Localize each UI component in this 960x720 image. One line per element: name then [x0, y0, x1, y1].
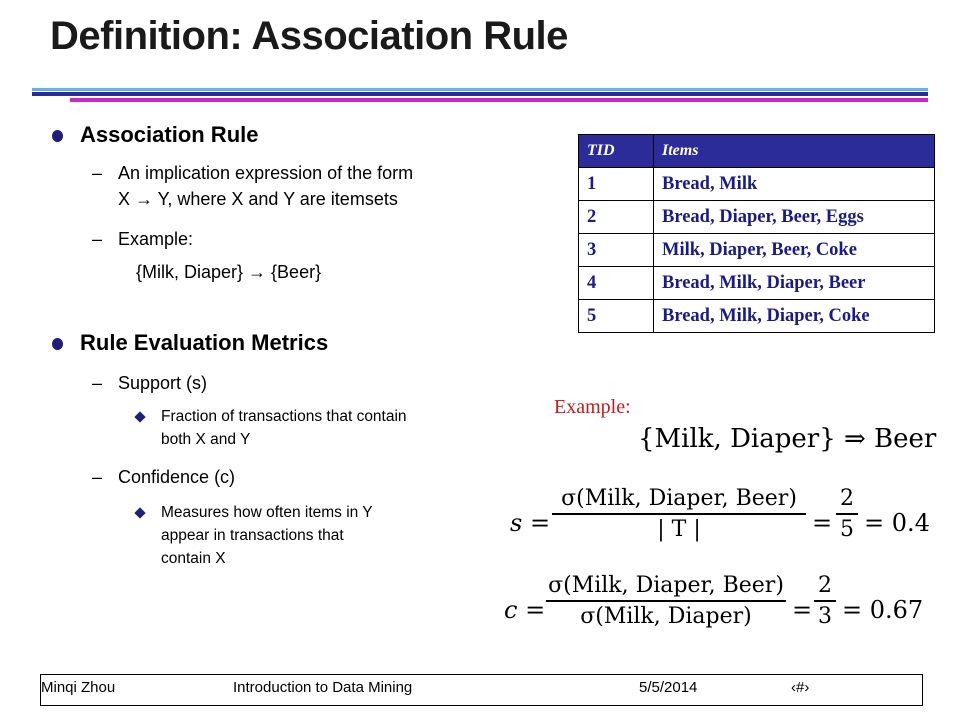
cell-items: Bread, Diaper, Beer, Eggs: [654, 201, 935, 234]
sub-item-text: Support (s): [118, 373, 208, 393]
header-tid: TID: [579, 135, 654, 168]
support-denominator: | T |: [657, 516, 701, 542]
confidence-value-fraction: 2 3: [814, 573, 836, 629]
confidence-result: = 0.67: [842, 596, 924, 624]
support-fraction: [552, 486, 806, 542]
table-row: [579, 234, 935, 267]
confidence-equals: =: [792, 596, 813, 624]
divider-line-blue: [32, 92, 928, 96]
sub-item-text-line2: X → Y, where X and Y are itemsets: [118, 189, 398, 209]
footer-page-number: ‹#›: [791, 679, 810, 696]
desc-line3: contain X: [161, 550, 226, 567]
bullet-dot-icon: [52, 338, 63, 350]
bullet-label: Rule Evaluation Metrics: [80, 330, 329, 355]
sub-item-text-line1: Example:: [118, 229, 194, 249]
confidence-lhs: c =: [504, 596, 546, 624]
confidence-numerator: σ(Milk, Diaper, Beer): [548, 573, 784, 598]
bullet-label: Association Rule: [80, 122, 259, 147]
divider-line-magenta: [70, 98, 928, 102]
slide-title: Definition: Association Rule: [50, 14, 568, 58]
footer-author: Minqi Zhou: [41, 679, 116, 696]
cell-tid: 1: [579, 168, 654, 201]
desc-line1: Fraction of transactions that contain: [161, 408, 407, 425]
diamond-bullet-icon: [134, 507, 145, 518]
desc-line1: Measures how often items in Y: [161, 504, 373, 521]
slide-footer: [40, 674, 923, 706]
support-result: = 0.4: [864, 509, 930, 537]
support-value-fraction: 2 5: [836, 486, 858, 542]
cell-tid: 3: [579, 234, 654, 267]
cell-items: Bread, Milk, Diaper, Coke: [654, 300, 935, 333]
table-row: [579, 168, 935, 201]
support-lhs: s =: [510, 509, 551, 537]
sub-item-text-line1: An implication expression of the form: [118, 163, 414, 183]
cell-items: Bread, Milk, Diaper, Beer: [654, 267, 935, 300]
confidence-denominator: σ(Milk, Diaper): [580, 603, 752, 629]
example-label: Example:: [554, 396, 631, 418]
bullet-dot-icon: [52, 130, 63, 142]
example-rule: {Milk, Diaper} ⇒ Beer: [638, 424, 937, 454]
divider-line-top: [32, 88, 928, 91]
confidence-fraction: [546, 573, 786, 629]
fraction-bar: [546, 600, 786, 602]
diamond-bullet-icon: [134, 411, 145, 422]
cell-items: Milk, Diaper, Beer, Coke: [654, 234, 935, 267]
support-numerator: σ(Milk, Diaper, Beer): [561, 486, 797, 511]
cell-tid: 2: [579, 201, 654, 234]
transactions-table: [578, 134, 935, 333]
cell-items: Bread, Milk: [654, 168, 935, 201]
desc-line2: both X and Y: [161, 431, 251, 448]
table-row: [579, 267, 935, 300]
cell-tid: 4: [579, 267, 654, 300]
table-row: [579, 201, 935, 234]
header-items: Items: [654, 135, 935, 168]
table-row: [579, 300, 935, 333]
fraction-bar: [552, 513, 806, 515]
footer-date: 5/5/2014: [639, 679, 698, 696]
footer-course: Introduction to Data Mining: [233, 679, 413, 696]
sub-item-text-line2: {Milk, Diaper} → {Beer}: [136, 262, 322, 282]
desc-line2: appear in transactions that: [161, 527, 344, 544]
cell-tid: 5: [579, 300, 654, 333]
support-equals: =: [812, 509, 833, 537]
table-header-row: [579, 135, 935, 168]
sub-item-text: Confidence (c): [118, 467, 236, 487]
